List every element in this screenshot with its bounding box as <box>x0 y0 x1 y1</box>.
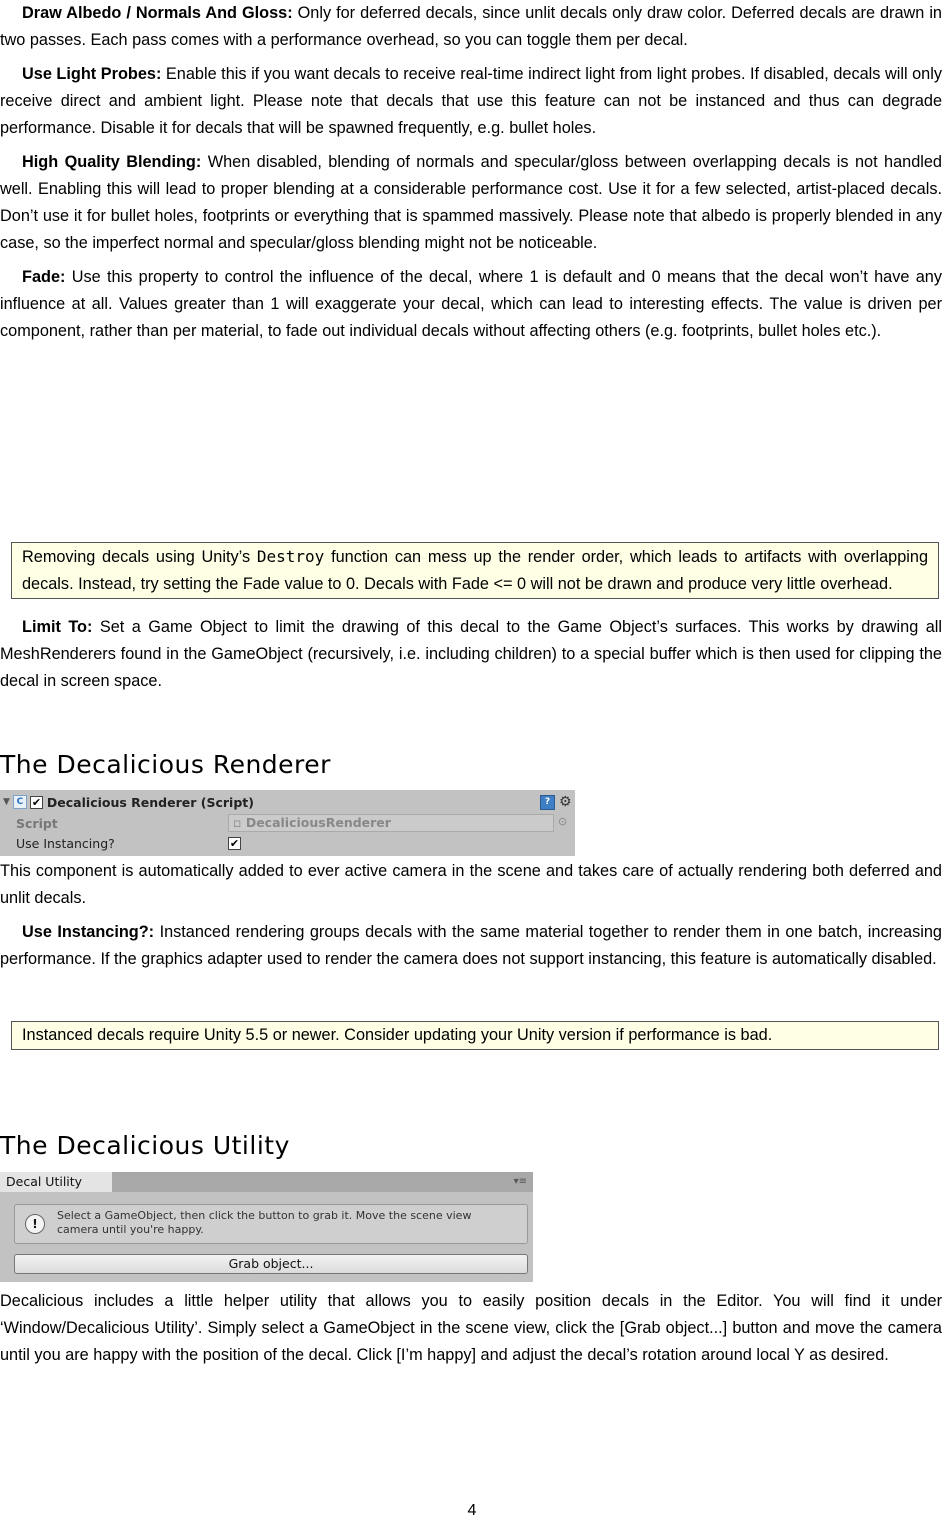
component-header <box>3 792 573 812</box>
foldout-arrow-icon[interactable]: ▼ <box>3 797 10 807</box>
body-utility <box>0 1288 942 1369</box>
instancing-checkbox[interactable]: ✔ <box>229 837 240 850</box>
text: Use this property to control the influence of the decal, where 1 is default and 0 means that the decal won’t have any influence at all. Values greater than 1 will exaggerate your decal, which can lead to interesting effects. The value is driven per component, rather than per material, to fade out individual decals without affecting others (e.g. footprints, bullet holes etc.). <box>0 268 942 340</box>
body-text-top <box>0 0 942 345</box>
script-icon: C <box>13 795 27 809</box>
page-number: 4 <box>467 1502 477 1519</box>
enabled-checkbox[interactable]: ✔ <box>31 795 42 809</box>
help-box <box>14 1204 528 1244</box>
menu-icon[interactable]: ▾≡ <box>513 1176 527 1187</box>
para-limit-to <box>0 614 942 695</box>
instancing-label: Use Instancing? <box>16 835 115 851</box>
term: Limit To: <box>22 618 93 636</box>
utility-window-screenshot <box>0 1172 533 1282</box>
script-field: ▫ DecaliciousRenderer <box>228 814 554 832</box>
para-light-probes <box>0 61 942 142</box>
text: function can mess up the render order, which leads to artifacts with overlapping decals. Instead, try setting the Fade value to 0. Decals with Fade <= 0 will not be drawn and produce very little overhead. <box>22 548 929 593</box>
text: Only for deferred decals, since unlit decals only draw color. Deferred decals are drawn in two passes. Each pass comes with a performance overhead, so you can toggle them per decal. <box>0 4 942 49</box>
term: Draw Albedo / Normals And Gloss: <box>22 4 293 22</box>
grab-object-button[interactable]: Grab object... <box>14 1254 528 1274</box>
heading-renderer: The Decalicious Renderer <box>0 750 331 779</box>
para-use-instancing <box>0 919 942 973</box>
para-fade <box>0 264 942 345</box>
code: Destroy <box>256 547 325 566</box>
script-row <box>16 813 58 833</box>
component-title: Decalicious Renderer (Script) <box>46 794 254 810</box>
script-value: DecaliciousRenderer <box>245 815 391 830</box>
text: Instanced rendering groups decals with the same material together to render them in one batch, increasing performance. If the graphics adapter used to render the camera does not support instancing, this feature is automatically disabled. <box>0 923 942 968</box>
object-picker-icon[interactable]: ⊙ <box>558 815 568 828</box>
term: Use Instancing?: <box>22 923 155 941</box>
text: When disabled, blending of normals and specular/gloss between overlapping decals is not handled well. Enabling this will lead to proper blending at a considerable performance cost. Use it for a few selected, artist-placed decals. Don’t use it for bullet holes, footprints or everything that is spammed massively. Please note that albedo is properly blended in any case, so the imperfect normal and specular/gloss blending might not be noticeable. <box>0 153 942 252</box>
para-utility: Decalicious includes a little helper utility that allows you to easily position decals in the Editor. You will find it under ‘Window/Decalicious Utility’. Simply select a GameObject in the scene view, click the [Grab object...] button and move the camera until you are happy with the position of the decal. Click [I’m happy] and adjust the decal’s rotation around local Y as desired. <box>0 1292 942 1364</box>
inspector-screenshot <box>0 790 575 856</box>
para-hq-blending <box>0 149 942 257</box>
term: Fade: <box>22 268 66 286</box>
term: High Quality Blending: <box>22 153 202 171</box>
tab-decal-utility[interactable]: Decal Utility <box>0 1172 112 1192</box>
body-limit <box>0 614 942 695</box>
note-instanced: Instanced decals require Unity 5.5 or newer. Consider updating your Unity version if performance is bad. <box>11 1021 939 1050</box>
term: Use Light Probes: <box>22 65 162 83</box>
para-renderer-intro: This component is automatically added to ever active camera in the scene and takes care of actually rendering both deferred and unlit decals. <box>0 862 942 907</box>
help-icon[interactable]: ? <box>540 795 555 810</box>
body-renderer <box>0 858 942 973</box>
note-destroy <box>11 542 939 599</box>
script-label: Script <box>16 815 58 831</box>
para-draw-albedo <box>0 0 942 54</box>
info-icon: ! <box>25 1214 45 1234</box>
help-text: Select a GameObject, then click the button to grab it. Move the scene view camera until you're happy. <box>57 1209 472 1236</box>
gear-icon[interactable]: ⚙ <box>559 794 572 810</box>
instancing-row <box>16 833 115 853</box>
text: Removing decals using Unity’s <box>22 548 257 566</box>
text: Set a Game Object to limit the drawing of this decal to the Game Object’s surfaces. This works by drawing all MeshRenderers found in the GameObject (recursively, i.e. including children) to a special buffer which is then used for clipping the decal in screen space. <box>0 618 942 690</box>
text: Enable this if you want decals to receive real-time indirect light from light probes. If disabled, decals will only receive direct and ambient light. Please note that decals that use this feature can not be instanced and thus can degrade performance. Disable it for decals that will be spawned frequently, e.g. bullet holes. <box>0 65 942 137</box>
heading-utility: The Decalicious Utility <box>0 1131 290 1160</box>
